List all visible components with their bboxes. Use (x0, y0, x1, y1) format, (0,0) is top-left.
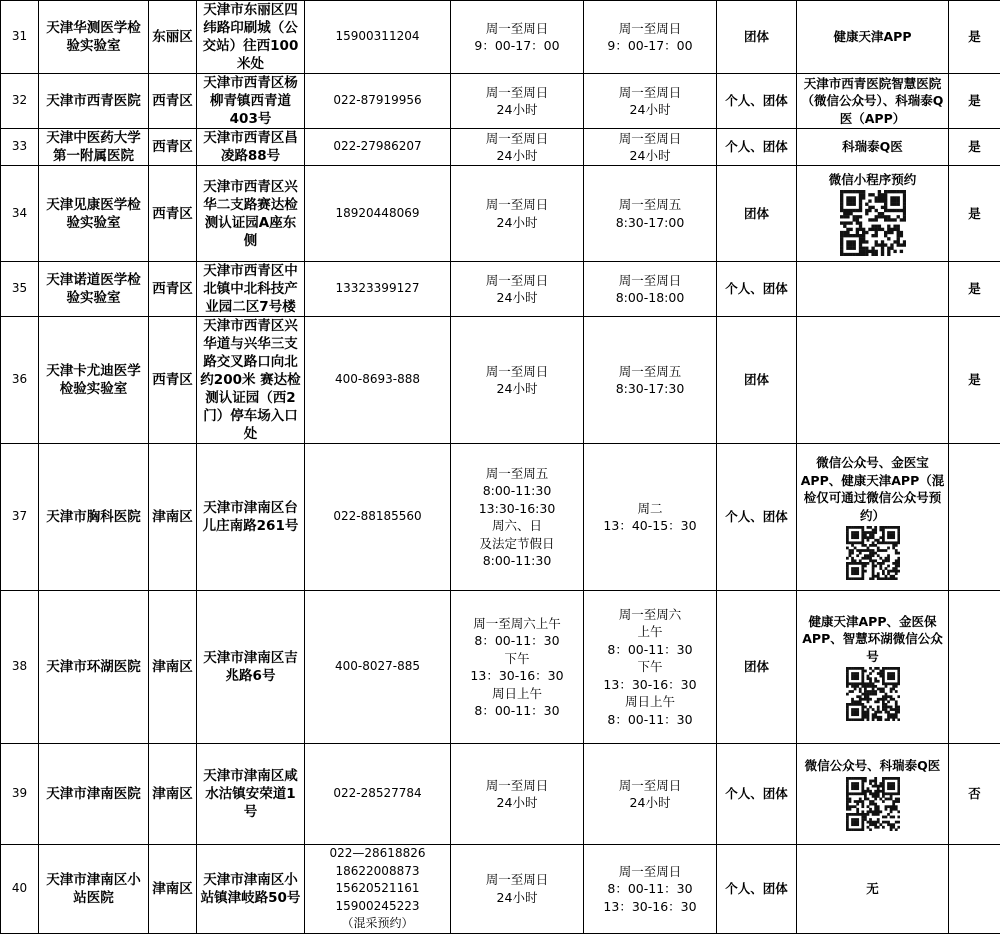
row-number: 32 (1, 74, 39, 129)
phone-line: 15900311204 (307, 28, 448, 46)
booking-channel (797, 74, 949, 129)
report-hours-line: 8:30-17:30 (586, 380, 714, 398)
institution-name: 天津诺道医学检验实验室 (39, 262, 149, 317)
phone (305, 317, 451, 444)
report-hours (584, 444, 717, 591)
qr-code-icon (846, 526, 900, 580)
sampling-hours (451, 591, 584, 744)
table-row (1, 262, 1000, 317)
institution-name: 天津市环湖医院 (39, 591, 149, 744)
table-row (1, 1, 1000, 74)
report-hours-line: 上午 (586, 623, 714, 641)
sampling-hours-line: 8:00-11:30 (453, 482, 581, 500)
phone-line: 022—28618826 (307, 845, 448, 863)
qr-code-icon (840, 190, 906, 256)
booking-channel-line: 微信公众号、金医宝APP、健康天津APP（混检仅可通过微信公众号预约） (799, 454, 946, 524)
sampling-hours-line: 24小时 (453, 289, 581, 307)
report-hours-line: 8：00-11：30 (586, 641, 714, 659)
mixed-sample-flag: 是 (949, 129, 1000, 166)
phone-line: （混采预约） (307, 915, 448, 933)
booking-channel (797, 1, 949, 74)
phone-line: 400-8027-885 (307, 658, 448, 676)
mixed-sample-flag: 是 (949, 74, 1000, 129)
report-hours-line: 周一至周五 (586, 363, 714, 381)
row-number: 40 (1, 845, 39, 934)
phone-line: 022-88185560 (307, 508, 448, 526)
service-type: 个人、团体 (717, 744, 797, 845)
phone-line: 18622008873 (307, 863, 448, 881)
booking-channel (797, 591, 949, 744)
mixed-sample-flag (949, 845, 1000, 934)
booking-channel-line: 微信公众号、科瑞泰Q医 (799, 757, 946, 775)
phone (305, 262, 451, 317)
report-hours-line: 8：00-11：30 (586, 711, 714, 729)
report-hours-line: 13：30-16：30 (586, 676, 714, 694)
table-row (1, 74, 1000, 129)
service-type: 团体 (717, 166, 797, 262)
service-type: 个人、团体 (717, 74, 797, 129)
phone-line: 022-28527784 (307, 785, 448, 803)
report-hours (584, 744, 717, 845)
phone (305, 591, 451, 744)
report-hours (584, 845, 717, 934)
booking-channel-line: 无 (799, 880, 946, 898)
sampling-hours (451, 744, 584, 845)
report-hours-line: 周一至周日 (586, 777, 714, 795)
institution-name: 天津中医药大学第一附属医院 (39, 129, 149, 166)
qr-code-icon (846, 777, 900, 831)
district: 西青区 (149, 129, 197, 166)
report-hours-line: 周一至周五 (586, 196, 714, 214)
sampling-hours-line: 周一至周日 (453, 84, 581, 102)
booking-channel (797, 166, 949, 262)
sampling-hours-line: 周一至周五 (453, 465, 581, 483)
report-hours-line: 周二 (586, 500, 714, 518)
address: 天津市津南区台儿庄南路261号 (197, 444, 305, 591)
booking-channel-line: 健康天津APP、金医保APP、智慧环湖微信公众号 (799, 613, 946, 666)
sampling-hours-line: 周一至周日 (453, 363, 581, 381)
sampling-hours-line: 24小时 (453, 380, 581, 398)
sampling-hours-line: 周一至周日 (453, 20, 581, 38)
report-hours-line: 周一至周日 (586, 130, 714, 148)
address: 天津市西青区杨柳青镇西青道403号 (197, 74, 305, 129)
district: 东丽区 (149, 1, 197, 74)
sampling-hours-line: 24小时 (453, 101, 581, 119)
phone-line: 400-8693-888 (307, 371, 448, 389)
mixed-sample-flag: 是 (949, 166, 1000, 262)
row-number: 35 (1, 262, 39, 317)
sampling-hours-line: 下午 (453, 650, 581, 668)
report-hours-line: 24小时 (586, 101, 714, 119)
service-type: 个人、团体 (717, 262, 797, 317)
address: 天津市津南区咸水沽镇安荣道1号 (197, 744, 305, 845)
phone (305, 744, 451, 845)
sampling-hours-line: 周一至周日 (453, 196, 581, 214)
report-hours-line: 24小时 (586, 794, 714, 812)
sampling-hours-line: 周六、日 (453, 517, 581, 535)
phone-line: 022-87919956 (307, 92, 448, 110)
sampling-hours (451, 74, 584, 129)
booking-channel (797, 129, 949, 166)
institution-name: 天津市西青医院 (39, 74, 149, 129)
report-hours-line: 周日上午 (586, 693, 714, 711)
booking-channel-line: 天津市西青医院智慧医院（微信公众号）、科瑞泰Q医（APP） (799, 75, 946, 128)
address: 天津市东丽区四纬路印刷城（公交站）往西100米处 (197, 1, 305, 74)
row-number: 36 (1, 317, 39, 444)
phone (305, 845, 451, 934)
sampling-hours (451, 166, 584, 262)
sampling-hours (451, 262, 584, 317)
service-type: 团体 (717, 317, 797, 444)
table-row (1, 845, 1000, 934)
row-number: 39 (1, 744, 39, 845)
report-hours (584, 591, 717, 744)
sampling-hours-line: 周一至周日 (453, 777, 581, 795)
service-type: 个人、团体 (717, 129, 797, 166)
phone-line: 15620521161 (307, 880, 448, 898)
phone-line: 022-27986207 (307, 138, 448, 156)
sampling-hours (451, 129, 584, 166)
sampling-hours-line: 周日上午 (453, 685, 581, 703)
phone (305, 166, 451, 262)
report-hours-line: 周一至周日 (586, 863, 714, 881)
sampling-hours (451, 444, 584, 591)
qr-code-icon (846, 667, 900, 721)
sampling-hours (451, 845, 584, 934)
sampling-hours-line: 13:30-16:30 (453, 500, 581, 518)
sampling-hours (451, 1, 584, 74)
sampling-hours-line: 24小时 (453, 889, 581, 907)
sampling-hours-line: 13：30-16：30 (453, 667, 581, 685)
mixed-sample-flag (949, 591, 1000, 744)
report-hours-line: 13：30-16：30 (586, 898, 714, 916)
report-hours (584, 74, 717, 129)
booking-channel (797, 444, 949, 591)
district: 津南区 (149, 744, 197, 845)
service-type: 团体 (717, 1, 797, 74)
district: 津南区 (149, 591, 197, 744)
sampling-hours-line: 8：00-11：30 (453, 632, 581, 650)
address: 天津市西青区兴华道与兴华三支路交叉路口向北约200米 赛达检测认证园（西2门）停车场入口处 (197, 317, 305, 444)
booking-channel (797, 317, 949, 444)
row-number: 38 (1, 591, 39, 744)
sampling-hours-line: 8：00-11：30 (453, 702, 581, 720)
district: 西青区 (149, 262, 197, 317)
institution-name: 天津市津南医院 (39, 744, 149, 845)
sampling-hours-line: 9：00-17：00 (453, 37, 581, 55)
phone-line: 15900245223 (307, 898, 448, 916)
report-hours (584, 317, 717, 444)
district: 西青区 (149, 166, 197, 262)
sampling-hours-line: 24小时 (453, 794, 581, 812)
report-hours-line: 周一至周六 (586, 606, 714, 624)
institution-name: 天津华测医学检验实验室 (39, 1, 149, 74)
phone (305, 129, 451, 166)
report-hours-line: 周一至周日 (586, 272, 714, 290)
sampling-hours-line: 及法定节假日 (453, 535, 581, 553)
table-row (1, 129, 1000, 166)
phone-line: 13323399127 (307, 280, 448, 298)
booking-channel (797, 845, 949, 934)
booking-channel-line: 健康天津APP (799, 28, 946, 46)
report-hours (584, 166, 717, 262)
report-hours-line: 周一至周日 (586, 84, 714, 102)
district: 西青区 (149, 74, 197, 129)
table-row (1, 444, 1000, 591)
row-number: 34 (1, 166, 39, 262)
district: 津南区 (149, 845, 197, 934)
row-number: 37 (1, 444, 39, 591)
booking-channel-line: 科瑞泰Q医 (799, 138, 946, 156)
table-row (1, 317, 1000, 444)
report-hours-line: 9：00-17：00 (586, 37, 714, 55)
sampling-hours-line: 周一至周日 (453, 272, 581, 290)
institution-name: 天津市津南区小站医院 (39, 845, 149, 934)
address: 天津市西青区兴华二支路赛达检测认证园A座东侧 (197, 166, 305, 262)
mixed-sample-flag: 是 (949, 317, 1000, 444)
phone-line: 18920448069 (307, 205, 448, 223)
institution-name: 天津市胸科医院 (39, 444, 149, 591)
sampling-hours-line: 24小时 (453, 147, 581, 165)
report-hours (584, 262, 717, 317)
district: 西青区 (149, 317, 197, 444)
booking-channel (797, 262, 949, 317)
report-hours-line: 8:00-18:00 (586, 289, 714, 307)
sampling-hours-line: 周一至周日 (453, 130, 581, 148)
sampling-hours-line: 周一至周六上午 (453, 615, 581, 633)
sampling-hours (451, 317, 584, 444)
sampling-hours-line: 8:00-11:30 (453, 552, 581, 570)
report-hours (584, 1, 717, 74)
address: 天津市津南区小站镇津岐路50号 (197, 845, 305, 934)
report-hours-line: 周一至周日 (586, 20, 714, 38)
mixed-sample-flag: 是 (949, 262, 1000, 317)
service-type: 个人、团体 (717, 845, 797, 934)
phone (305, 74, 451, 129)
booking-channel-line: 微信小程序预约 (799, 171, 946, 189)
mixed-sample-flag: 是 (949, 1, 1000, 74)
service-type: 团体 (717, 591, 797, 744)
table-row (1, 591, 1000, 744)
table-row (1, 744, 1000, 845)
report-hours-line: 8：00-11：30 (586, 880, 714, 898)
institution-name: 天津见康医学检验实验室 (39, 166, 149, 262)
row-number: 31 (1, 1, 39, 74)
sampling-hours-line: 24小时 (453, 214, 581, 232)
address: 天津市西青区昌凌路88号 (197, 129, 305, 166)
mixed-sample-flag (949, 444, 1000, 591)
row-number: 33 (1, 129, 39, 166)
sampling-hours-line: 周一至周日 (453, 871, 581, 889)
phone (305, 1, 451, 74)
institution-name: 天津卡尤迪医学检验实验室 (39, 317, 149, 444)
district: 津南区 (149, 444, 197, 591)
report-hours-line: 24小时 (586, 147, 714, 165)
report-hours-line: 8:30-17:00 (586, 214, 714, 232)
report-hours (584, 129, 717, 166)
phone (305, 444, 451, 591)
address: 天津市津南区吉兆路6号 (197, 591, 305, 744)
address: 天津市西青区中北镇中北科技产业园二区7号楼 (197, 262, 305, 317)
mixed-sample-flag: 否 (949, 744, 1000, 845)
booking-channel (797, 744, 949, 845)
service-type: 个人、团体 (717, 444, 797, 591)
report-hours-line: 13：40-15：30 (586, 517, 714, 535)
table-row (1, 166, 1000, 262)
report-hours-line: 下午 (586, 658, 714, 676)
